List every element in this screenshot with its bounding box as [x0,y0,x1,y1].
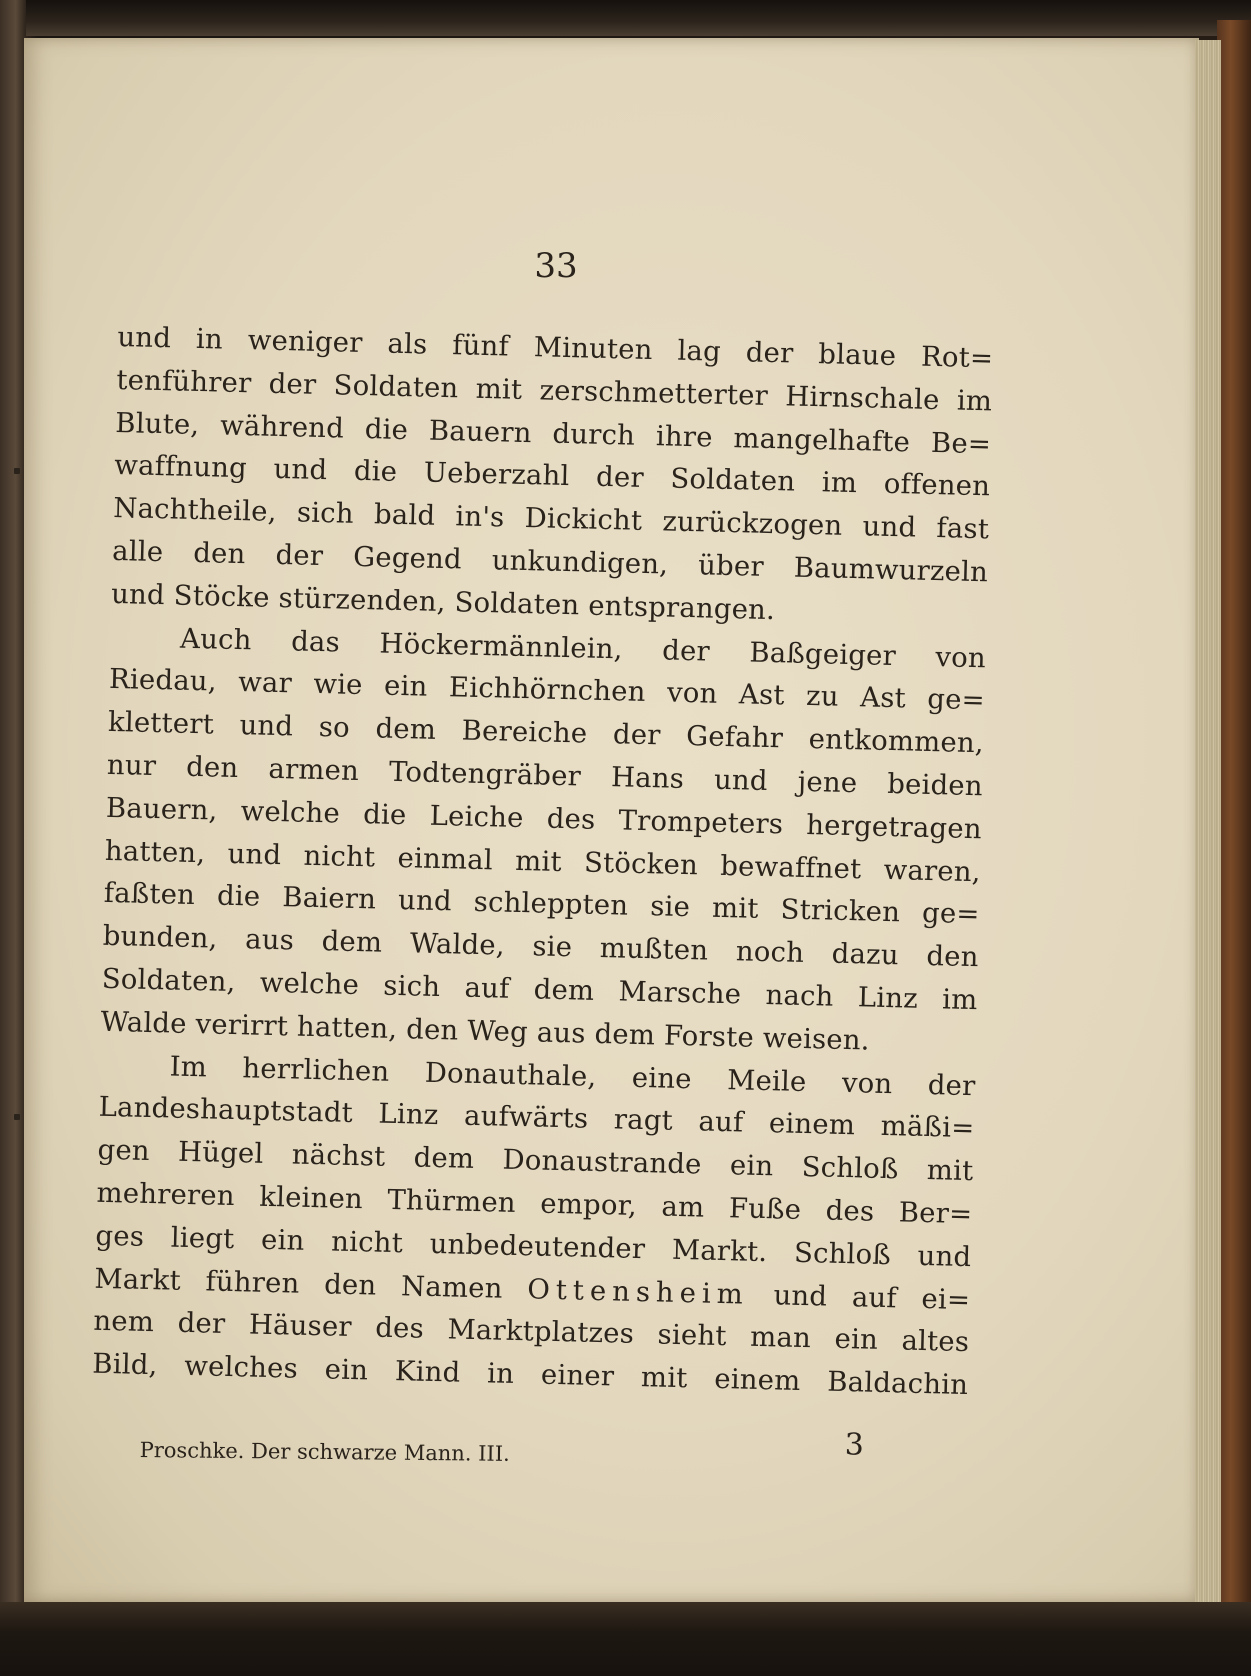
text-line: bunden, aus dem Walde, sie mußten noch dazu den [102,919,979,974]
text-line: waffnung und die Ueberzahl der Soldaten im offenen [113,449,991,503]
book-cover-edge [1217,20,1251,1676]
text-line: hatten, und nicht einmal mit Stöcken bewaffnet waren, [104,834,982,888]
body-text [92,316,994,1407]
page-number: 33 [534,246,578,286]
text-line: nem der Häuser des Marktplatzes sieht man ein altes [93,1305,970,1359]
text-line: Auch das Höckermännlein, der Baßgeiger von [179,622,987,674]
place-name-spaced: Ottensheim [526,1272,750,1311]
text-line: und Stöcke stürzenden, Soldaten entsprangen. [110,577,776,626]
text-line: mehreren kleinen Thürmen empor, am Fuße des Ber= [96,1176,973,1231]
text-line: nur den armen Todtengräber Hans und jene beiden [106,748,984,803]
text-line: Landeshauptstadt Linz aufwärts ragt auf einem mäßi= [98,1091,975,1145]
text-line: tenführer der Soldaten mit zerschmetterter Hirnschale im [116,363,993,418]
margin-mark [14,468,20,474]
signature-mark: 3 [844,1427,865,1463]
text-line: Blute, während die Bauern durch ihre mangelhafte Be= [115,406,992,460]
text-line: gen Hügel nächst dem Donaustrande ein Schloß mit [97,1133,974,1188]
top-binding [0,0,1251,36]
margin-mark [14,1114,20,1120]
text-line: Bild, welches ein Kind in einer mit einem Baldachin [92,1347,969,1402]
footer-title: Proschke. Der schwarze Mann. III. [139,1437,510,1466]
page-edges [1195,40,1221,1604]
book-spine [0,0,26,1676]
bottom-binding [0,1602,1251,1676]
text-line: Walde verirrt hatten, den Weg aus dem Forste weisen. [100,1005,871,1057]
text-line: und in weniger als fünf Minuten lag der blaue Rot= [117,320,994,375]
text-line: alle den der Gegend unkundigen, über Baumwurzeln [111,534,989,589]
text-segment: und auf ei= [773,1278,971,1316]
text-line: Nachtheile, sich bald in's Dickicht zurückzogen und fast [112,492,990,546]
text-line: Soldaten, welche sich auf dem Marsche nach Linz im [101,962,978,1017]
text-segment: Markt führen den Namen [94,1262,503,1305]
text-line: ges liegt ein nicht unbedeutender Markt. Schloß und [95,1219,972,1273]
text-line: Riedau, war wie ein Eichhörnchen von Ast zu Ast ge= [108,663,986,717]
text-line: klettert und so dem Bereiche der Gefahr entkommen, [107,706,985,760]
text-line: Im herrlichen Donauthale, eine Meile von der [169,1050,976,1102]
text-line: Bauern, welche die Leiche des Trompeters hergetragen [105,791,983,846]
text-line: faßten die Baiern und schleppten sie mit Stricken ge= [103,877,981,931]
